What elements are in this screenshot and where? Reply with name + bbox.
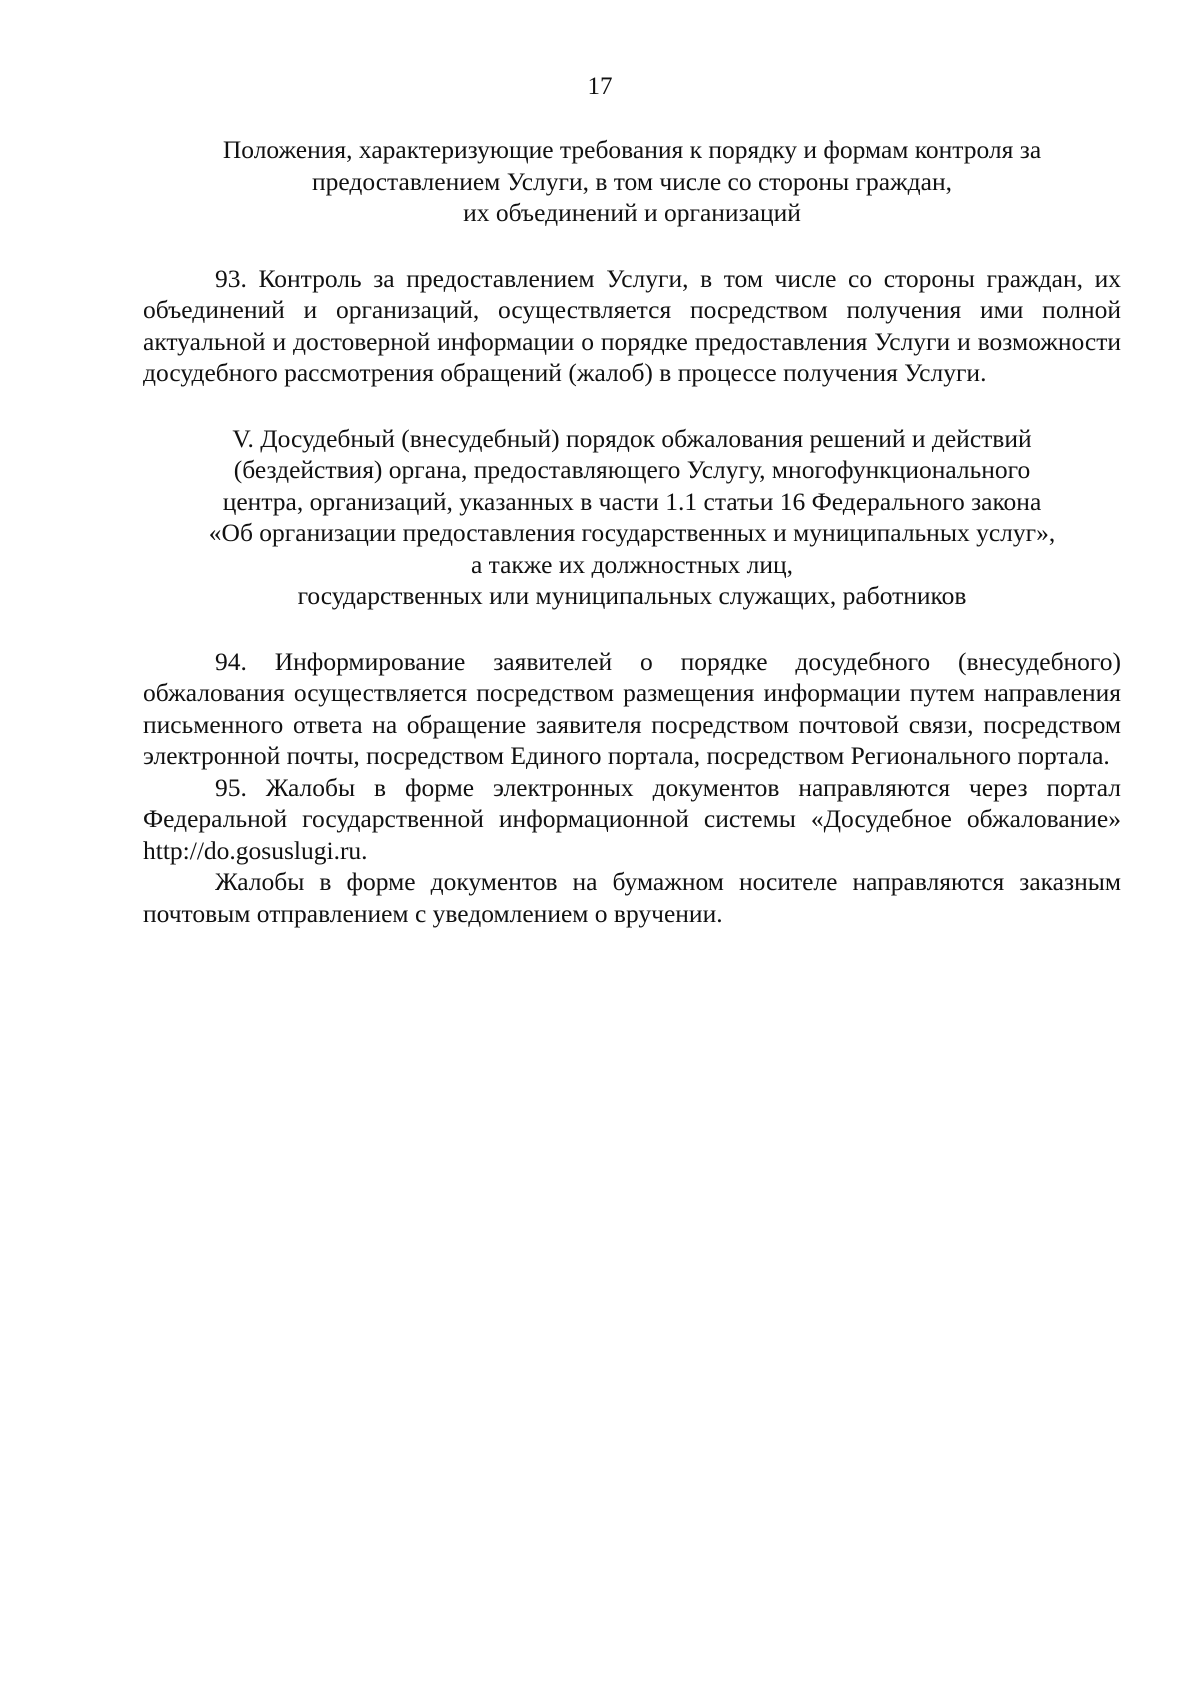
- heading-line: предоставлением Услуги, в том числе со стороны граждан,: [312, 166, 952, 196]
- heading-line: V. Досудебный (внесудебный) порядок обжалования решений и действий: [232, 423, 1032, 453]
- heading-line: а также их должностных лиц,: [470, 549, 794, 579]
- document-body: [143, 134, 1121, 929]
- section-heading-appeal: [143, 423, 1121, 612]
- heading-line: (бездействия) органа, предоставляющего Услугу, многофункционального: [233, 455, 1031, 484]
- page-number: 17: [587, 73, 613, 100]
- section-heading-control: [143, 134, 1121, 229]
- heading-line: их объединений и организаций: [463, 198, 801, 227]
- paragraph-93: 93. Контроль за предоставлением Услуги, в том числе со стороны граждан, их объединений и организаций, осуществляется посредством получения ими полной актуальной и достоверной информации о порядке предоставления Услуги и возможности досудебного рассмотрения обращений (жалоб) в процессе получения Услуги.: [143, 263, 1121, 387]
- heading-line: «Об организации предоставления государственных и муниципальных услуг»,: [208, 518, 1056, 547]
- paragraph-95-continuation: Жалобы в форме документов на бумажном носителе направляются заказным почтовым отправлением с уведомлением о вручении.: [143, 867, 1121, 928]
- heading-line: Положения, характеризующие требования к порядку и формам контроля за: [222, 135, 1042, 164]
- paragraph-95: 95. Жалобы в форме электронных документов направляются через портал Федеральной государственной информационной системы «Досудебное обжалование» http://do.gosuslugi.ru.: [143, 772, 1121, 865]
- heading-line: центра, организаций, указанных в части 1.1 статьи 16 Федерального закона: [222, 486, 1042, 516]
- heading-line: государственных или муниципальных служащих, работников: [297, 581, 967, 610]
- paragraph-94: 94. Информирование заявителей о порядке досудебного (внесудебного) обжалования осуществляется посредством размещения информации путем направления письменного ответа на обращение заявителя посредством почтовой связи, посредством электронной почты, посредством Единого портала, посредством Регионального портала.: [143, 646, 1121, 770]
